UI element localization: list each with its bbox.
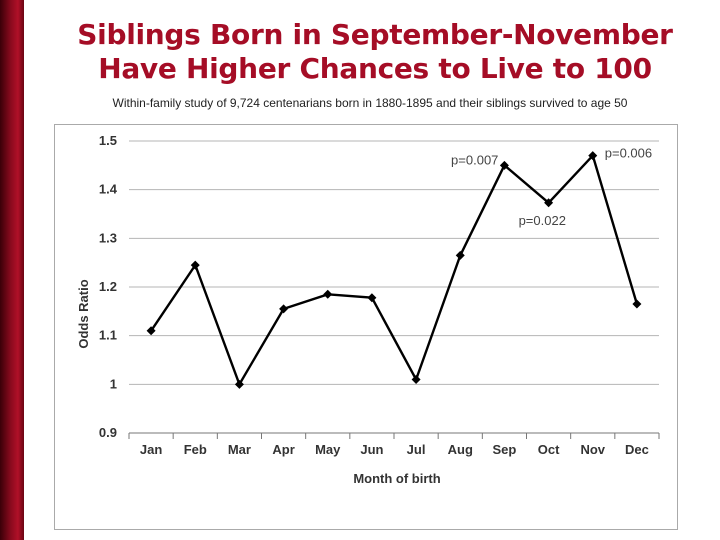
- p-value-annotation: p=0.007: [451, 152, 499, 168]
- x-tick-label: Jul: [406, 442, 426, 457]
- y-tick-label: 1.3: [98, 230, 117, 246]
- data-point-diamond: [456, 251, 465, 260]
- x-tick-label: May: [315, 442, 341, 457]
- y-tick-label: 1: [109, 376, 117, 392]
- data-point-diamond: [412, 375, 421, 384]
- x-tick-label: Mar: [227, 442, 251, 457]
- title-line-1: Siblings Born in September-November: [77, 18, 673, 51]
- x-axis-title: Month of birth: [353, 471, 441, 486]
- gridlines: [129, 141, 659, 384]
- odds-ratio-chart: [54, 124, 678, 530]
- title-line-2: Have Higher Chances to Live to 100: [98, 52, 652, 85]
- data-point-diamond: [367, 293, 376, 302]
- x-tick-label: Jun: [360, 442, 384, 457]
- x-tick-label: Apr: [272, 442, 295, 457]
- slide-title: [30, 18, 720, 86]
- x-tick-label: Nov: [580, 442, 606, 457]
- slide-subtitle: Within-family study of 9,724 centenarians born in 1880-1895 and their siblings survived to age 50: [112, 96, 628, 110]
- data-points: [147, 151, 642, 389]
- x-tick-label: Jan: [139, 442, 163, 457]
- axes: [129, 433, 659, 439]
- x-tick-labels: [140, 442, 649, 457]
- y-tick-label: 0.9: [98, 425, 117, 440]
- y-tick-label: 1.4: [98, 181, 117, 197]
- x-tick-label: Feb: [183, 442, 207, 457]
- x-tick-label: Oct: [537, 442, 560, 457]
- y-tick-label: 1.2: [98, 279, 117, 294]
- y-tick-label: 1.5: [98, 133, 117, 148]
- p-value-annotation: p=0.006: [604, 145, 653, 161]
- side-accent-bar: [0, 0, 24, 540]
- x-tick-label: Sep: [492, 442, 517, 457]
- annotations: [451, 146, 652, 228]
- y-axis-title: Odds Ratio: [76, 279, 91, 349]
- data-point-diamond: [323, 290, 332, 299]
- p-value-annotation: p=0.022: [518, 212, 566, 228]
- y-tick-label: 1.1: [98, 327, 117, 343]
- data-point-diamond: [632, 300, 641, 309]
- x-tick-label: Dec: [624, 442, 649, 457]
- y-tick-labels: [99, 133, 118, 440]
- x-tick-label: Aug: [447, 442, 473, 457]
